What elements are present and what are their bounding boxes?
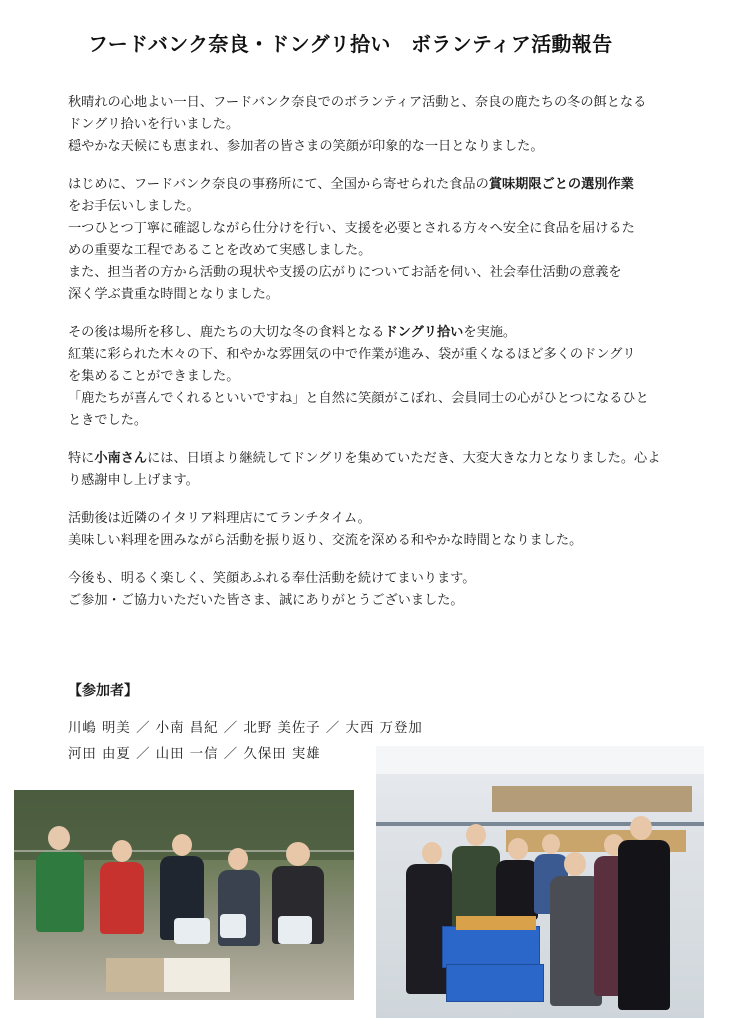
emphasis-name: 小南さん xyxy=(94,451,148,466)
bag xyxy=(174,918,210,944)
person-head xyxy=(422,842,442,864)
person-head xyxy=(112,840,132,862)
text-line: 深く学ぶ貴重な時間となりました。 xyxy=(68,287,279,302)
text-line: ドングリ拾いを行いました。 xyxy=(68,117,240,132)
text-line: り感謝申し上げます。 xyxy=(68,473,199,488)
participants-line: 川嶋 明美 ／ 小南 昌紀 ／ 北野 美佐子 ／ 大西 万登加 xyxy=(68,721,423,736)
paragraph-closing xyxy=(68,568,708,612)
text-line: めの重要な工程であることを改めて実感しました。 xyxy=(68,243,372,258)
person-head xyxy=(228,848,248,870)
text-line: 秋晴れの心地よい一日、フードバンク奈良でのボランティア活動と、奈良の鹿たちの冬の餌となる xyxy=(68,95,647,110)
person-head xyxy=(286,842,310,866)
acorn-box xyxy=(106,958,172,992)
paragraph-acorns xyxy=(68,322,708,432)
text-line: また、担当者の方から活動の現状や支援の広がりについてお話を伺い、社会奉仕活動の意義を xyxy=(68,265,622,280)
text-fragment: はじめに、フードバンク奈良の事務所にて、全国から寄せられた食品の xyxy=(68,177,489,192)
page-title: フードバンク奈良・ドングリ拾い ボランティア活動報告 xyxy=(88,32,613,56)
text-line: を集めることができました。 xyxy=(68,369,240,384)
person-head xyxy=(630,816,652,840)
text-line: ご参加・ご協力いただいた皆さま、誠にありがとうございました。 xyxy=(68,593,464,608)
emphasis-sorting-work: 賞味期限ごとの選別作業 xyxy=(488,177,634,192)
person-head xyxy=(48,826,70,850)
text-line: 紅葉に彩られた木々の下、和やかな雰囲気の中で作業が進み、袋が重くなるほど多くのドングリ xyxy=(68,347,636,362)
acorn-picking-photo xyxy=(14,790,354,1000)
person xyxy=(618,840,670,1010)
bag xyxy=(278,916,312,944)
text-fragment: には、日頃より継続してドングリを集めていただき、大変大きな力となりました。心よ xyxy=(147,451,661,466)
person-head xyxy=(508,838,528,860)
participants-heading: 【参加者】 xyxy=(68,683,138,699)
text-fragment: 特に xyxy=(68,451,95,466)
paragraph-lunch xyxy=(68,508,708,552)
participants-line: 河田 由夏 ／ 山田 一信 ／ 久保田 実雄 xyxy=(68,747,321,762)
text-line: 穏やかな天候にも恵まれ、参加者の皆さまの笑顔が印象的な一日となりました。 xyxy=(68,139,544,154)
text-line xyxy=(68,448,708,470)
person-head xyxy=(564,852,586,876)
person xyxy=(496,860,538,920)
text-fragment: その後は場所を移し、鹿たちの大切な冬の食料となる xyxy=(68,325,385,340)
cardboard-box xyxy=(164,958,230,992)
person-head xyxy=(172,834,192,856)
text-line: 活動後は近隣のイタリア料理店にてランチタイム。 xyxy=(68,511,371,526)
text-line: ときでした。 xyxy=(68,413,148,428)
person-head xyxy=(466,824,486,846)
paragraph-sorting xyxy=(68,174,708,306)
shelf-boxes xyxy=(492,786,692,812)
text-line xyxy=(68,322,708,344)
participants-list xyxy=(68,716,423,768)
person-head xyxy=(542,834,560,854)
emphasis-acorn-picking: ドングリ拾い xyxy=(384,325,464,340)
food-bank-photo xyxy=(376,746,704,1018)
person xyxy=(100,862,144,934)
text-line: 今後も、明るく楽しく、笑顔あふれる奉仕活動を続けてまいります。 xyxy=(68,571,476,586)
food-crate xyxy=(446,964,544,1002)
report-body xyxy=(68,92,708,628)
person xyxy=(36,852,84,932)
ceiling xyxy=(376,746,704,774)
text-fragment: を実施。 xyxy=(463,325,517,340)
paragraph-thanks xyxy=(68,448,708,492)
text-line: 「鹿たちが喜んでくれるといいですね」と自然に笑顔がこぼれ、会員同士の心がひとつになるひと xyxy=(68,391,649,406)
text-line: 美味しい料理を囲みながら活動を振り返り、交流を深める和やかな時間となりました。 xyxy=(68,533,583,548)
food-crate xyxy=(442,926,540,968)
text-line: 一つひとつ丁寧に確認しながら仕分けを行い、支援を必要とされる方々へ安全に食品を届けるた xyxy=(68,221,635,236)
paragraph-intro xyxy=(68,92,708,158)
text-line xyxy=(68,174,708,196)
bag xyxy=(220,914,246,938)
food-items xyxy=(456,916,536,930)
text-line: をお手伝いしました。 xyxy=(68,199,200,214)
shelf xyxy=(376,822,704,826)
